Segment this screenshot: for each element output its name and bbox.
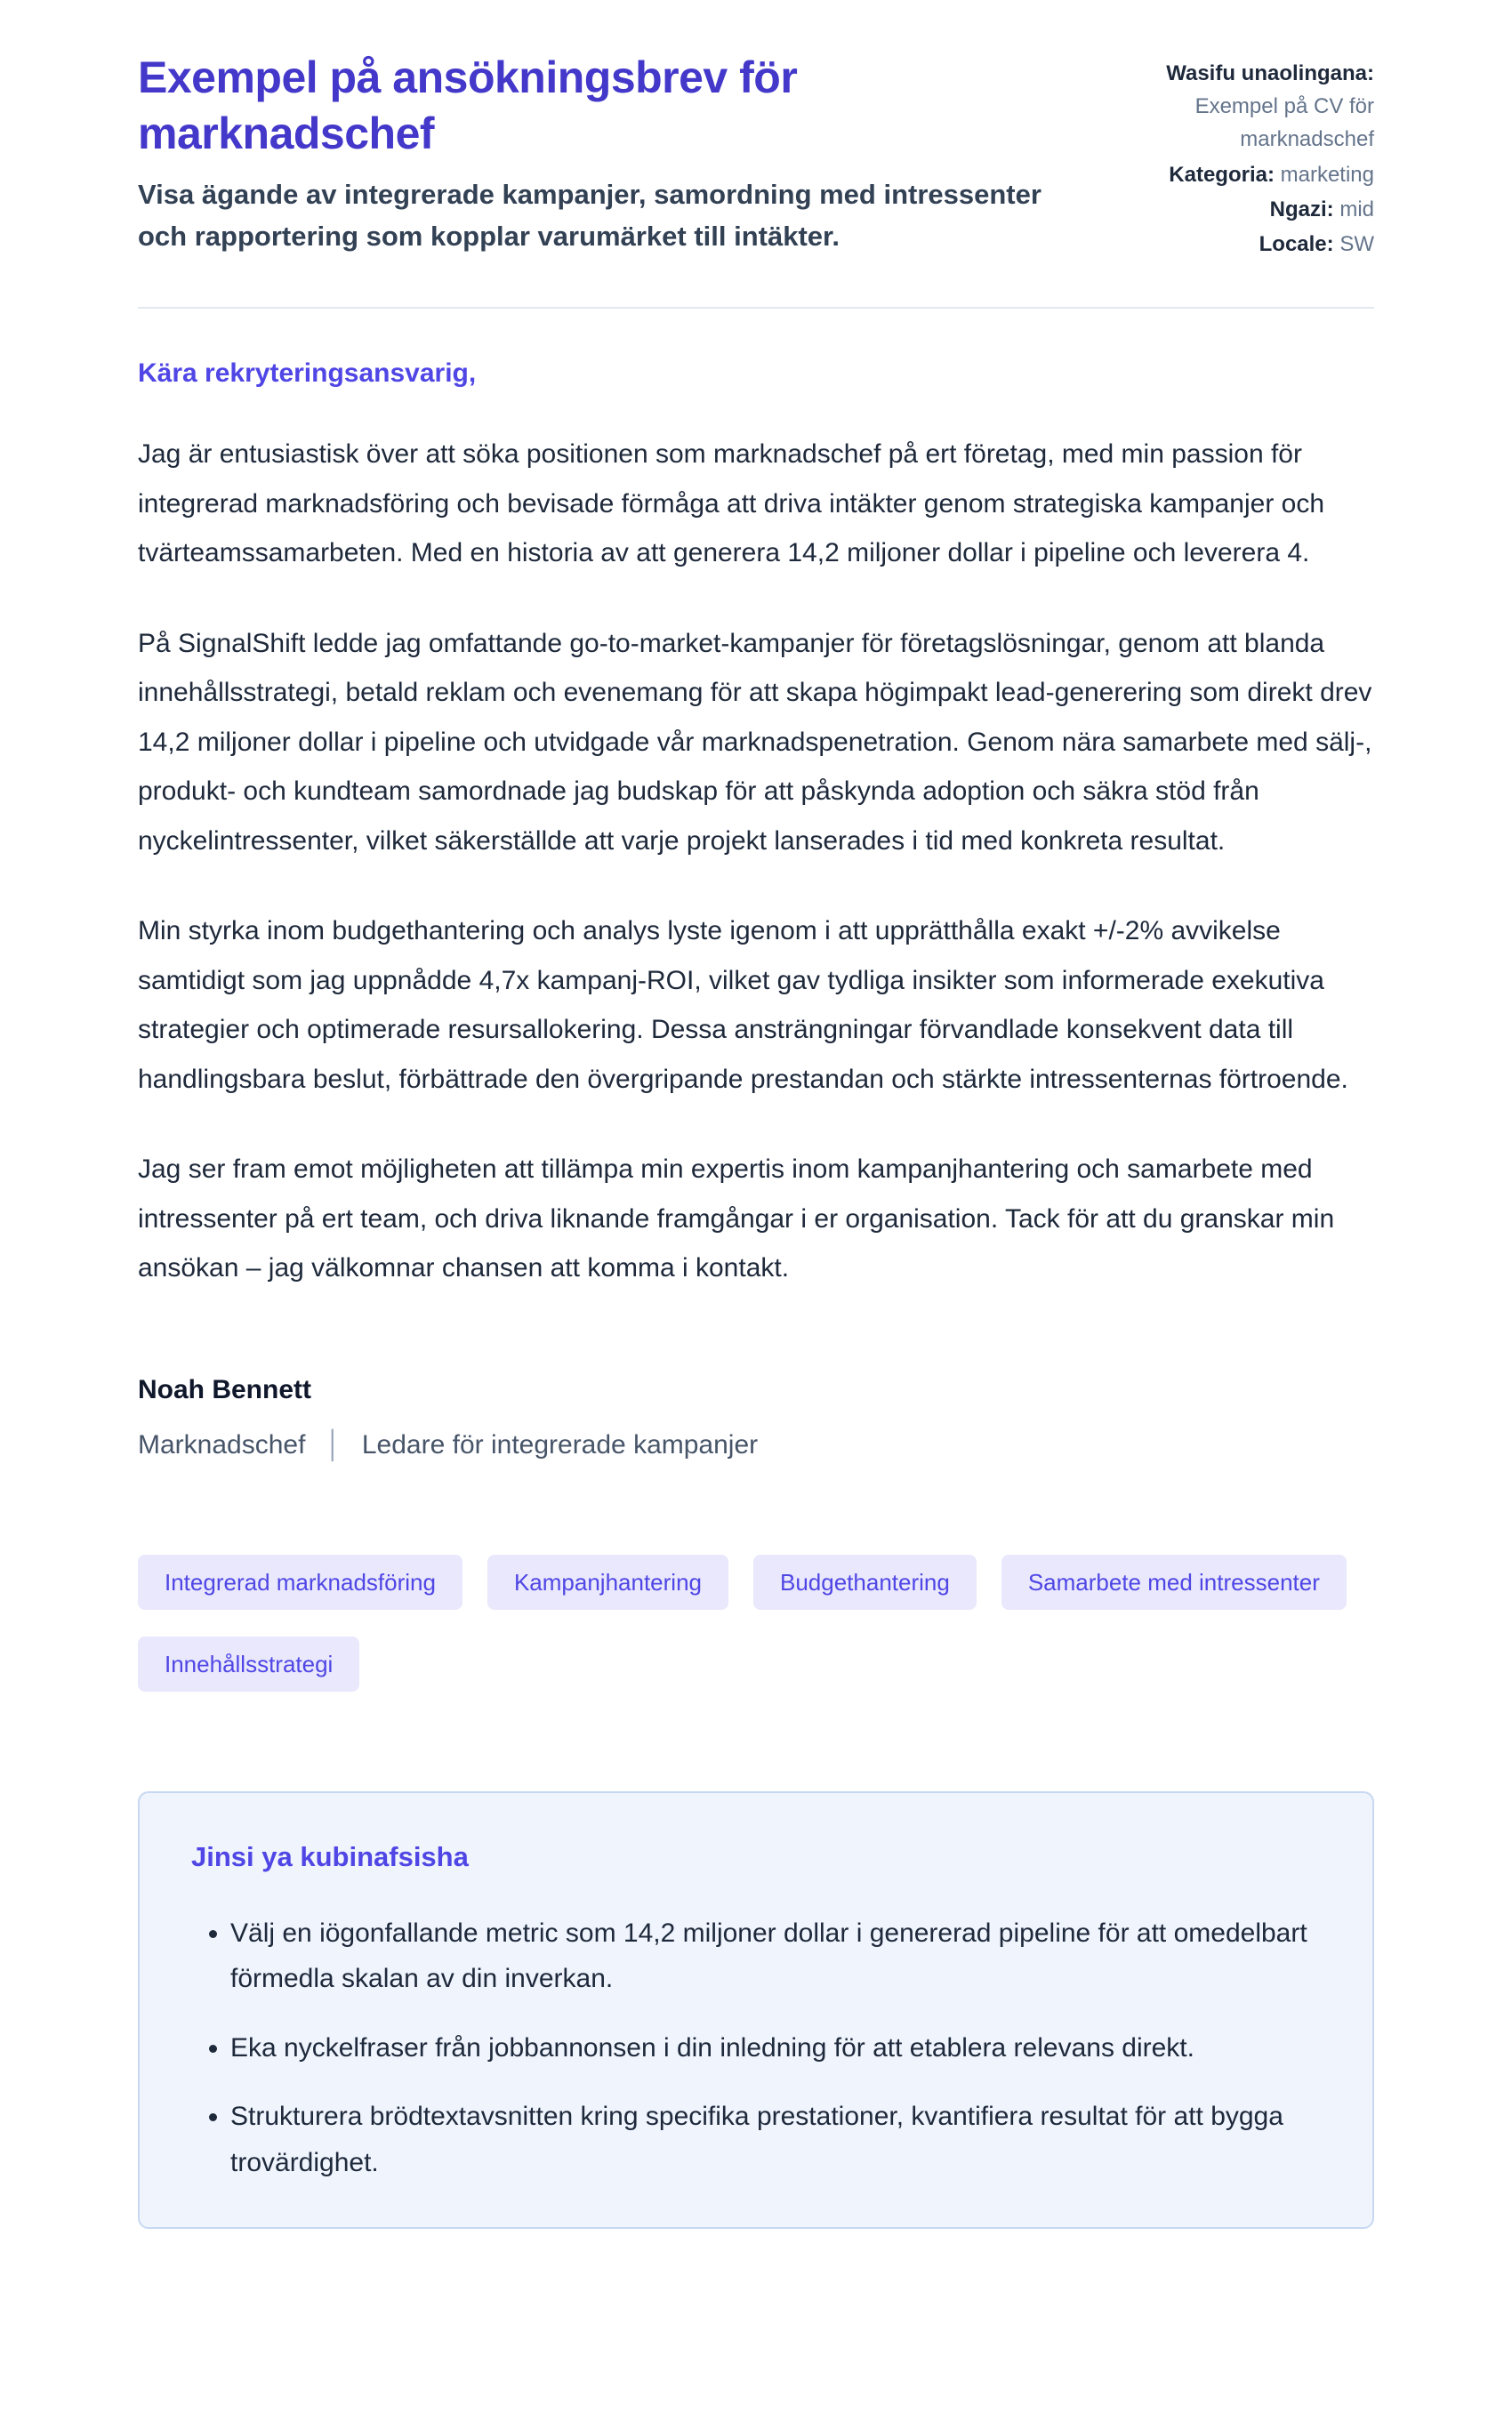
header-divider xyxy=(138,307,1374,309)
meta-value: marketing xyxy=(1280,162,1374,187)
signature-role-secondary: Ledare för integrerade kampanjer xyxy=(361,1429,759,1460)
tips-panel xyxy=(138,1791,1374,2229)
header-title-block xyxy=(138,50,1056,262)
skill-tag-budget-management: Budgethantering xyxy=(753,1555,977,1610)
page-header xyxy=(138,50,1374,262)
signature-role-primary: Marknadschef xyxy=(138,1429,306,1460)
meta-label: Kategoria: xyxy=(1169,162,1275,187)
tip-item-2: • Eka nyckelfraser från jobbannonsen i din inledning för att etablera relevans direkt. xyxy=(230,2025,1321,2071)
letter-paragraph-4: Jag ser fram emot möjligheten att tillämpa min expertis inom kampanjhantering och samarbete med intressenter på ert team, och driva liknande framgångar i er organisation. Tack för att du granskar min ansökan – jag välkomnar chansen att komma i kontakt. xyxy=(138,1154,1335,1283)
meta-row-category xyxy=(1098,158,1374,191)
signature-role xyxy=(138,1430,1374,1460)
skill-tag-campaign-management: Kampanjhantering xyxy=(487,1555,728,1610)
skill-tag-stakeholder-collaboration: Samarbete med intressenter xyxy=(1001,1555,1347,1610)
tips-list xyxy=(191,1910,1321,2186)
meta-value: mid xyxy=(1339,197,1374,221)
skill-tags xyxy=(138,1555,1374,1692)
meta-row-matching-resume xyxy=(1098,57,1374,157)
letter-paragraph-1: Jag är entusiastisk över att söka positionen som marknadschef på ert företag, med min passion för integrerad marknadsföring och bevisade förmåga att driva intäkter genom strategiska kampanjer och tvärteamssamarbeten. Med en historia av att generera 14,2 miljoner dollar i pipeline och leverera 4. xyxy=(138,439,1325,568)
meta-label: Ngazi: xyxy=(1269,197,1334,221)
meta-label: Wasifu unaolingana: xyxy=(1166,61,1374,85)
meta-value: SW xyxy=(1339,231,1374,256)
page-title: Exempel på ansökningsbrev för marknadschef xyxy=(138,52,798,158)
tips-title: Jinsi ya kubinafsisha xyxy=(191,1840,469,1872)
signature-role-separator: │ xyxy=(325,1429,342,1460)
letter-body xyxy=(138,358,1374,2228)
meta-label: Locale: xyxy=(1259,231,1334,256)
meta-panel xyxy=(1098,50,1374,262)
meta-row-level xyxy=(1098,193,1374,226)
skill-tag-content-strategy: Innehållsstrategi xyxy=(138,1637,359,1692)
meta-row-locale xyxy=(1098,228,1374,261)
page-subtitle: Visa ägande av integrerade kampanjer, samordning med intressenter och rapportering som kopplar varumärket till intäkter. xyxy=(138,179,1042,252)
tip-item-3: • Strukturera brödtextavsnitten kring specifika prestationer, kvantifiera resultat för att bygga trovärdighet. xyxy=(230,2094,1321,2185)
skill-tag-integrated-marketing: Integrerad marknadsföring xyxy=(138,1555,462,1610)
letter-paragraph-2: På SignalShift ledde jag omfattande go-to-market-kampanjer för företagslösningar, genom att blanda innehållsstrategi, betald reklam och evenemang för att skapa högimpakt lead-generering som direkt drev 14,2 miljoner dollar i pipeline och utvidgade vår marknadspenetration. Genom nära samarbete med sälj-, produkt- och kundteam samordnade jag budskap för att påskynda adoption och säkra stöd från nyckelintressenter, vilket säkerställde att varje projekt lanserades i tid med konkreta resultat. xyxy=(138,628,1372,856)
signature-name: Noah Bennett xyxy=(138,1374,311,1404)
letter-paragraph-3: Min styrka inom budgethantering och analys lyste igenom i att upprätthålla exakt +/-2% avvikelse samtidigt som jag uppnådde 4,7x kampanj-ROI, vilket gav tydliga insikter som informerade exekutiva strategier och optimerade resursallokering. Dessa ansträngningar förvandlade konsekvent data till handlingsbara beslut, förbättrade den övergripande prestandan och stärkte intressenternas förtroende. xyxy=(138,916,1348,1094)
salutation: Kära rekryteringsansvarig, xyxy=(138,358,477,389)
meta-value: Exempel på CV för marknadschef xyxy=(1194,94,1374,152)
tip-item-1: • Välj en iögonfallande metric som 14,2 miljoner dollar i genererad pipeline för att omedelbart förmedla skalan av din inverkan. xyxy=(230,1910,1321,2002)
